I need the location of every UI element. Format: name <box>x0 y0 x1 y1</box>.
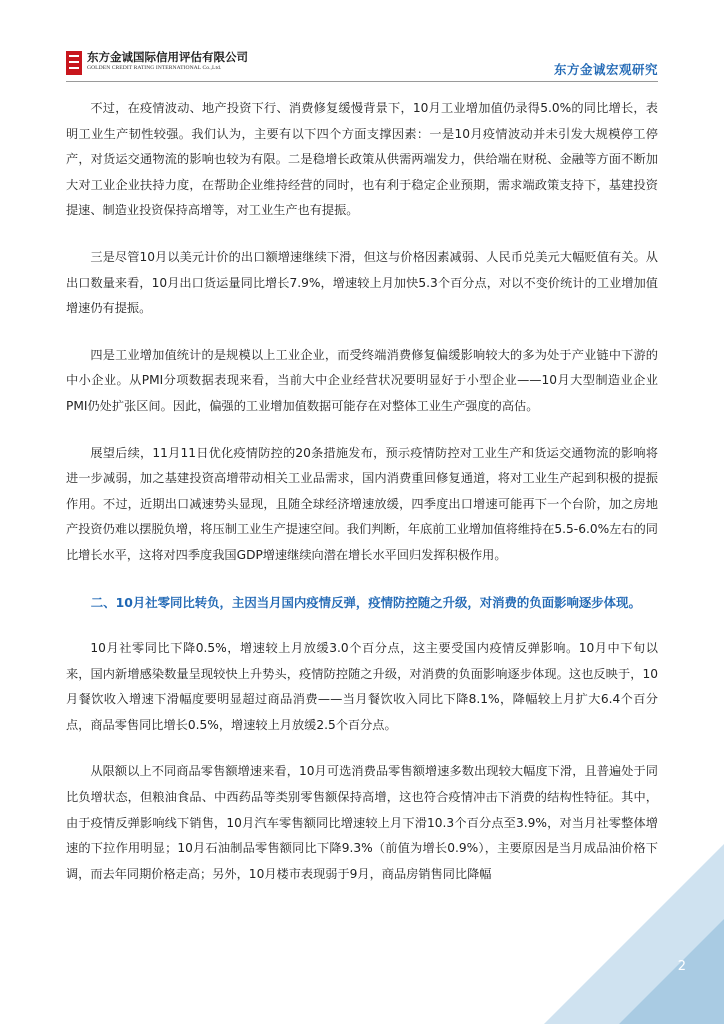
page-header <box>66 44 658 82</box>
paragraph: 四是工业增加值统计的是规模以上工业企业，而受终端消费修复偏缓影响较大的多为处于产业链中下游的中小企业。从PMI分项数据表现来看，当前大中企业经营状况要明显好于小型企业——10月大型制造业企业PMI仍处扩张区间。因此，偏强的工业增加值数据可能存在对整体工业生产强度的高估。 <box>66 347 658 413</box>
paragraph: 三是尽管10月以美元计价的出口额增速继续下滑，但这与价格因素减弱、人民币兑美元大幅贬值有关。从出口数量来看，10月出口货运量同比增长7.9%，增速较上月加快5.3个百分点，对以不变价统计的工业增加值增速仍有提振。 <box>66 249 658 316</box>
document-body <box>66 96 658 908</box>
page-number: 2 <box>677 959 686 974</box>
report-series-title: 东方金诚宏观研究 <box>553 62 658 77</box>
header-divider <box>66 81 658 82</box>
paragraph: 从限额以上不同商品零售额增速来看，10月可选消费品零售额增速多数出现较大幅度下滑，且普遍处于同比负增状态，但粮油食品、中西药品等类别零售额保持高增，这也符合疫情冲击下消费的结构性特征。其中，由于疫情反弹影响线下销售，10月汽车零售额同比增速较上月下滑10.3个百分点至3.9%，对当月社零整体增速的下拉作用明显；10月石油制品零售额同比下降9.3%（前值为增长0.9%），主要原因是当月成品油价格下调，而去年同期价格走高；另外，10月楼市表现弱于9月，商品房销售同比降幅 <box>66 764 658 881</box>
company-name-en: GOLDEN CREDIT RATING INTERNATIONAL Co.,Ltd. <box>87 65 222 71</box>
company-name-cn: 东方金诚国际信用评估有限公司 <box>87 50 248 64</box>
section-heading: 二、10月社零同比转负，主因当月国内疫情反弹，疫情防控随之升级，对消费的负面影响逐步体现。 <box>90 594 641 610</box>
logo-mark-icon <box>66 51 82 75</box>
paragraph: 不过，在疫情波动、地产投资下行、消费修复缓慢背景下，10月工业增加值仍录得5.0%的同比增长，表明工业生产韧性较强。我们认为，主要有以下四个方面支撑因素：一是10月疫情波动并未引发大规模停工停产，对货运交通物流的影响也较为有限。二是稳增长政策从供需两端发力，供给端在财税、金融等方面不断加大对工业企业扶持力度，在帮助企业维持经营的同时，也有利于稳定企业预期，需求端政策支持下，基建投资提速、制造业投资保持高增等，对工业生产也有提振。 <box>66 101 658 218</box>
paragraph: 展望后续，11月11日优化疫情防控的20条措施发布，预示疫情防控对工业生产和货运交通物流的影响将进一步减弱，加之基建投资高增带动相关工业品需求，国内消费重回修复通道，将对工业生产起到积极的提振作用。不过，近期出口减速势头显现，且随全球经济增速放缓，四季度出口增速可能再下一个台阶，加之房地产投资仍难以摆脱负增，将压制工业生产提速空间。我们判断，年底前工业增加值将维持在5.5-6.0%左右的同比增长水平，这将对四季度我国GDP增速继续向潜在增长水平回归发挥积极作用。 <box>66 445 658 562</box>
paragraph: 10月社零同比下降0.5%，增速较上月放缓3.0个百分点，这主要受国内疫情反弹影响。10月中下旬以来，国内新增感染数量呈现较快上升势头，疫情防控随之升级，对消费的负面影响逐步体现。这也反映于，10月餐饮收入增速下滑幅度要明显超过商品消费——当月餐饮收入同比下降8.1%，降幅较上月扩大6.4个百分点，商品零售同比增长0.5%，增速较上月放缓2.5个百分点。 <box>66 641 658 732</box>
corner-decoration <box>524 824 724 1024</box>
company-logo <box>66 50 248 75</box>
